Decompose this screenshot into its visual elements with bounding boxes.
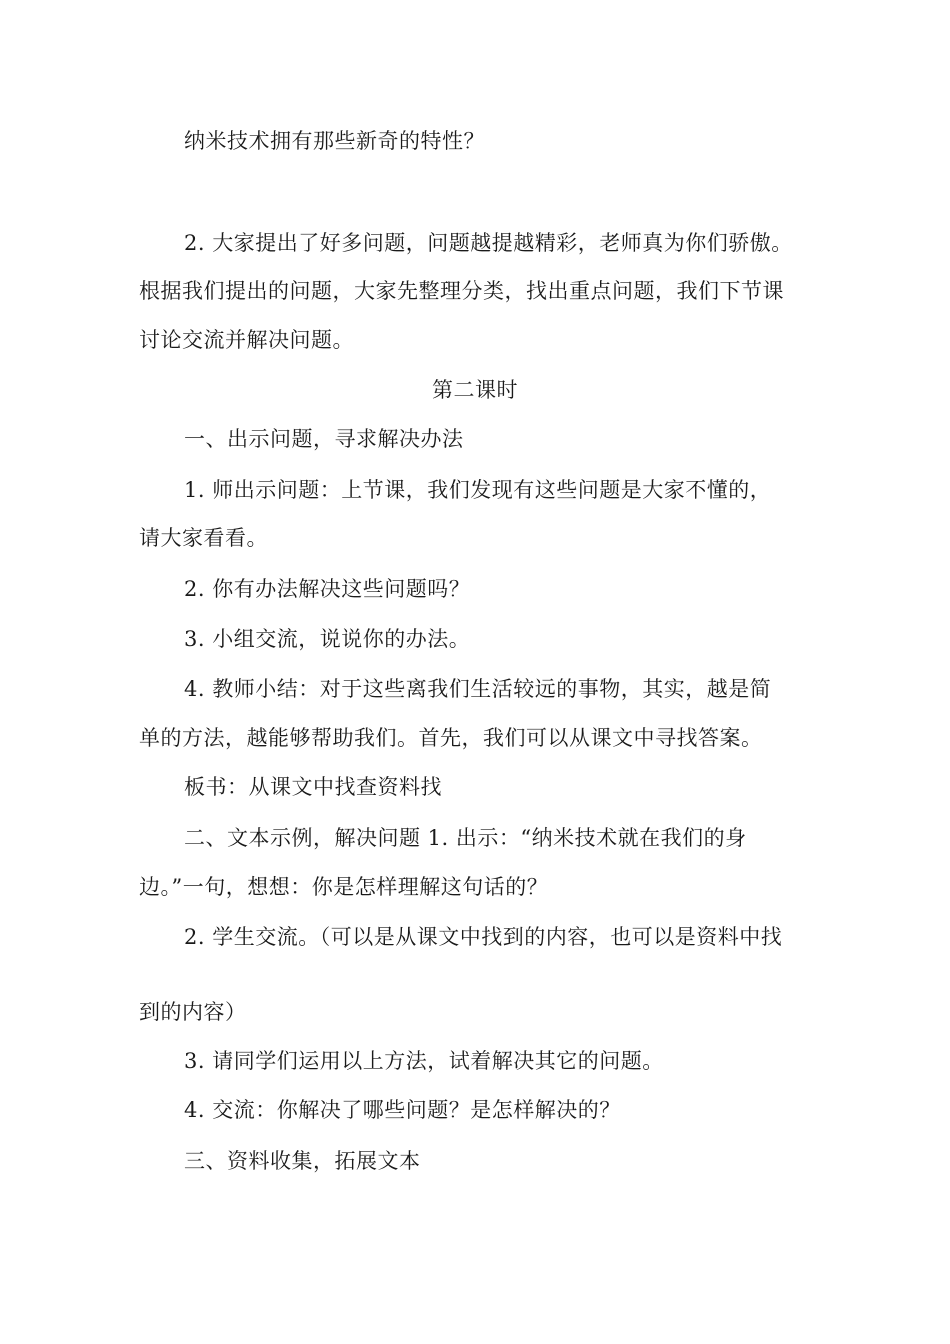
paragraph-item-2-line-3: 讨论交流并解决问题。	[139, 328, 354, 352]
step-3: 3. 小组交流，说说你的办法。	[184, 627, 471, 651]
step-1-line-2: 请大家看看。	[139, 526, 268, 550]
heading-part-2-line-2: 边。”一句，想想：你是怎样理解这句话的？	[139, 875, 549, 899]
step-1-line-1: 1. 师出示问题：上节课，我们发现有这些问题是大家不懂的，	[184, 478, 772, 502]
step-4b: 4. 交流：你解决了哪些问题？是怎样解决的？	[184, 1098, 621, 1122]
step-4-line-2: 单的方法，越能够帮助我们。首先，我们可以从课文中寻找答案。	[139, 726, 763, 750]
step-4-line-1: 4. 教师小结：对于这些离我们生活较远的事物，其实，越是简	[184, 677, 772, 701]
paragraph-item-2-line-1: 2. 大家提出了好多问题，问题越提越精彩，老师真为你们骄傲。	[184, 231, 793, 255]
blackboard-note: 板书：从课文中找查资料找	[184, 775, 442, 799]
heading-part-3: 三、资料收集，拓展文本	[184, 1149, 421, 1173]
step-3b: 3. 请同学们运用以上方法，试着解决其它的问题。	[184, 1049, 664, 1073]
paragraph-nano-question: 纳米技术拥有那些新奇的特性？	[184, 129, 485, 153]
heading-part-2-line-1: 二、文本示例，解决问题 1. 出示：“纳米技术就在我们的身	[184, 826, 747, 850]
heading-part-1: 一、出示问题，寻求解决办法	[184, 427, 464, 451]
section-heading: 第二课时	[432, 378, 518, 402]
step-2: 2. 你有办法解决这些问题吗？	[184, 577, 471, 601]
step-2b-line-2: 到的内容）	[139, 1000, 247, 1024]
step-2b-line-1: 2. 学生交流。（可以是从课文中找到的内容，也可以是资料中找	[184, 925, 783, 949]
paragraph-item-2-line-2: 根据我们提出的问题，大家先整理分类，找出重点问题，我们下节课	[139, 279, 784, 303]
